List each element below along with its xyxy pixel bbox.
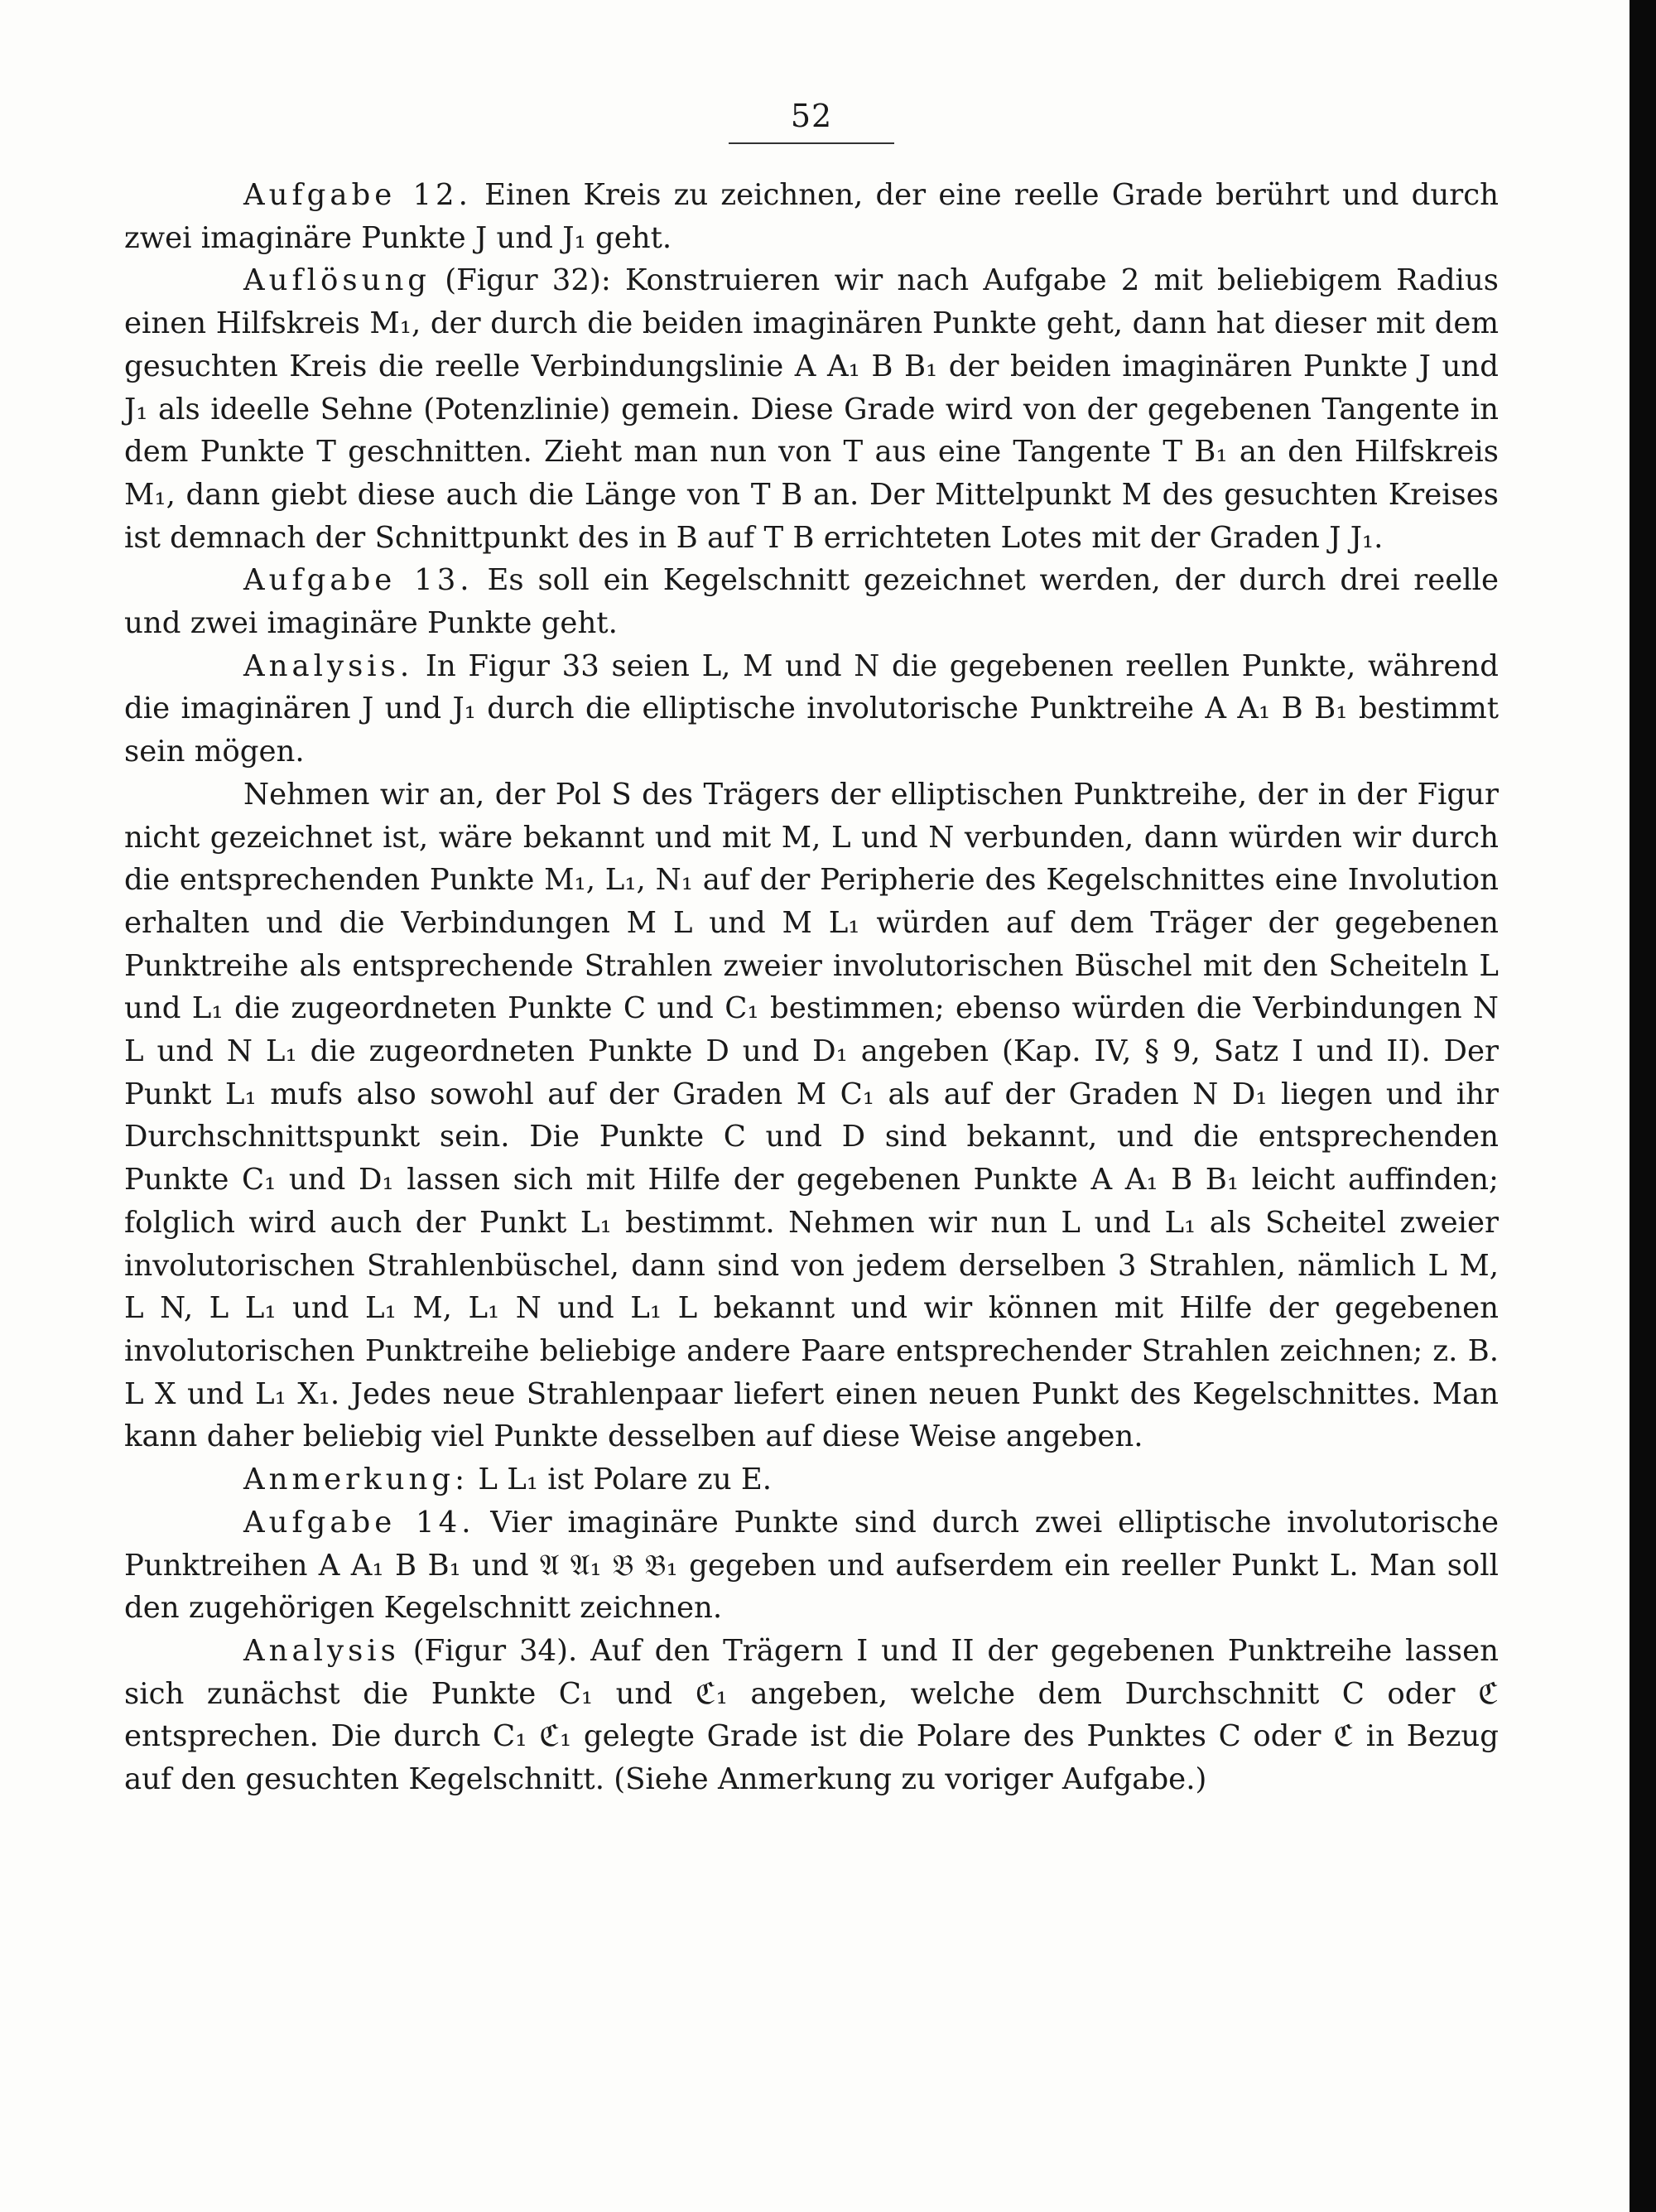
paragraph-analysis-14 bbox=[124, 1630, 1499, 1801]
paragraph-analysis-13 bbox=[124, 645, 1499, 773]
paragraph-body: Nehmen wir an, der Pol S des Trägers der elliptischen Punktreihe, der in der Figur nicht gezeichnet ist, wäre bekannt und mit M, L und N verbunden, dann würden wir durch die entsprechenden Punkte M₁, L₁, N₁ auf der Peripherie des Kegelschnittes eine Involution erhalten und die Verbindungen M L und M L₁ würden auf dem Träger der gegebenen Punktreihe als entsprechende Strahlen zweier involutorischen Büschel mit den Scheiteln L und L₁ die zugeordneten Punkte C und C₁ bestimmen; ebenso würden die Verbindungen N L und N L₁ die zugeordneten Punkte D und D₁ angeben (Kap. IV, § 9, Satz I und II). Der Punkt L₁ mufs also sowohl auf der Graden M C₁ als auf der Graden N D₁ liegen und ihr Durchschnittspunkt sein. Die Punkte C und D sind bekannt, und die entsprechenden Punkte C₁ und D₁ lassen sich mit Hilfe der gegebenen Punkte A A₁ B B₁ leicht auffinden; folglich wird auch der Punkt L₁ bestimmt. Nehmen wir nun L und L₁ als Scheitel zweier involutorischen Strahlenbüschel, dann sind von jedem derselben 3 Strahlen, nämlich L M, L N, L L₁ und L₁ M, L₁ N und L₁ L bekannt und wir können mit Hilfe der gegebenen involutorischen Punktreihe beliebige andere Paare entsprechender Strahlen zeichnen; z. B. L X und L₁ X₁. Jedes neue Strahlenpaar liefert einen neuen Punkt des Kegelschnittes. Man kann daher beliebig viel Punkte desselben auf diese Weise angeben. bbox=[124, 777, 1499, 1454]
paragraph-aufgabe-13 bbox=[124, 559, 1499, 644]
paragraph-heading: Anmerkung: bbox=[243, 1463, 469, 1497]
paragraph-heading: Aufgabe 12. bbox=[243, 178, 472, 212]
body-text bbox=[124, 174, 1499, 1801]
paragraph-body: Vier imaginäre Punkte sind durch zwei elliptische involutorische Punktreihen A A₁ B B₁ und 𝔄 𝔄₁ 𝔅 𝔅₁ gegeben und aufserdem ein reeller Punkt L. Man soll den zugehörigen Kegelschnitt zeichnen. bbox=[124, 1505, 1499, 1626]
paragraph-aufgabe-14 bbox=[124, 1501, 1499, 1630]
paragraph-heading: Analysis bbox=[243, 1633, 400, 1668]
paragraph-heading: Analysis. bbox=[243, 648, 414, 683]
paragraph-body: (Figur 32): Konstruieren wir nach Aufgabe 2 mit beliebigem Radius einen Hilfskreis M₁, der durch die beiden imaginären Punkte geht, dann hat dieser mit dem gesuchten Kreis die reelle Verbindungslinie A A₁ B B₁ der beiden imaginären Punkte J und J₁ als ideelle Sehne (Potenzlinie) gemein. Diese Grade wird von der gegebenen Tangente in dem Punkte T geschnitten. Zieht man nun von T aus eine Tangente T B₁ an den Hilfskreis M₁, dann giebt diese auch die Länge von T B an. Der Mittelpunkt M des gesuchten Kreises ist demnach der Schnittpunkt des in B auf T B errichteten Lotes mit der Graden J J₁. bbox=[124, 263, 1499, 555]
paragraph-anmerkung bbox=[124, 1458, 1499, 1501]
paragraph-heading: Aufgabe 14. bbox=[243, 1505, 475, 1540]
paragraph-heading: Aufgabe 13. bbox=[243, 563, 474, 598]
paragraph-nehmen bbox=[124, 773, 1499, 1458]
paragraph-aufgabe-12 bbox=[124, 174, 1499, 259]
paragraph-body: In Figur 33 seien L, M und N die gegebenen reellen Punkte, während die imaginären J und J₁ durch die elliptische involutorische Punktreihe A A₁ B B₁ bestimmt sein mögen. bbox=[124, 648, 1499, 769]
page-number-rule bbox=[729, 142, 894, 144]
page-number: 52 bbox=[790, 98, 833, 134]
paragraph-aufloesung bbox=[124, 259, 1499, 559]
paragraph-body: (Figur 34). Auf den Trägern I und II der gegebenen Punktreihe lassen sich zunächst die Punkte C₁ und ℭ₁ angeben, welche dem Durchschnitt C oder ℭ entsprechen. Die durch C₁ ℭ₁ gelegte Grade ist die Polare des Punktes C oder ℭ in Bezug auf den gesuchten Kegelschnitt. (Siehe Anmerkung zu voriger Aufgabe.) bbox=[124, 1633, 1499, 1797]
paragraph-body: L L₁ ist Polare zu E. bbox=[469, 1463, 773, 1497]
paragraph-body: Es soll ein Kegelschnitt gezeichnet werden, der durch drei reelle und zwei imaginäre Punkte geht. bbox=[124, 563, 1499, 641]
scan-edge bbox=[1630, 0, 1656, 2212]
paragraph-heading: Auflösung bbox=[243, 263, 431, 298]
paragraph-body: Einen Kreis zu zeichnen, der eine reelle Grade berührt und durch zwei imaginäre Punkte J und J₁ geht. bbox=[124, 178, 1499, 255]
